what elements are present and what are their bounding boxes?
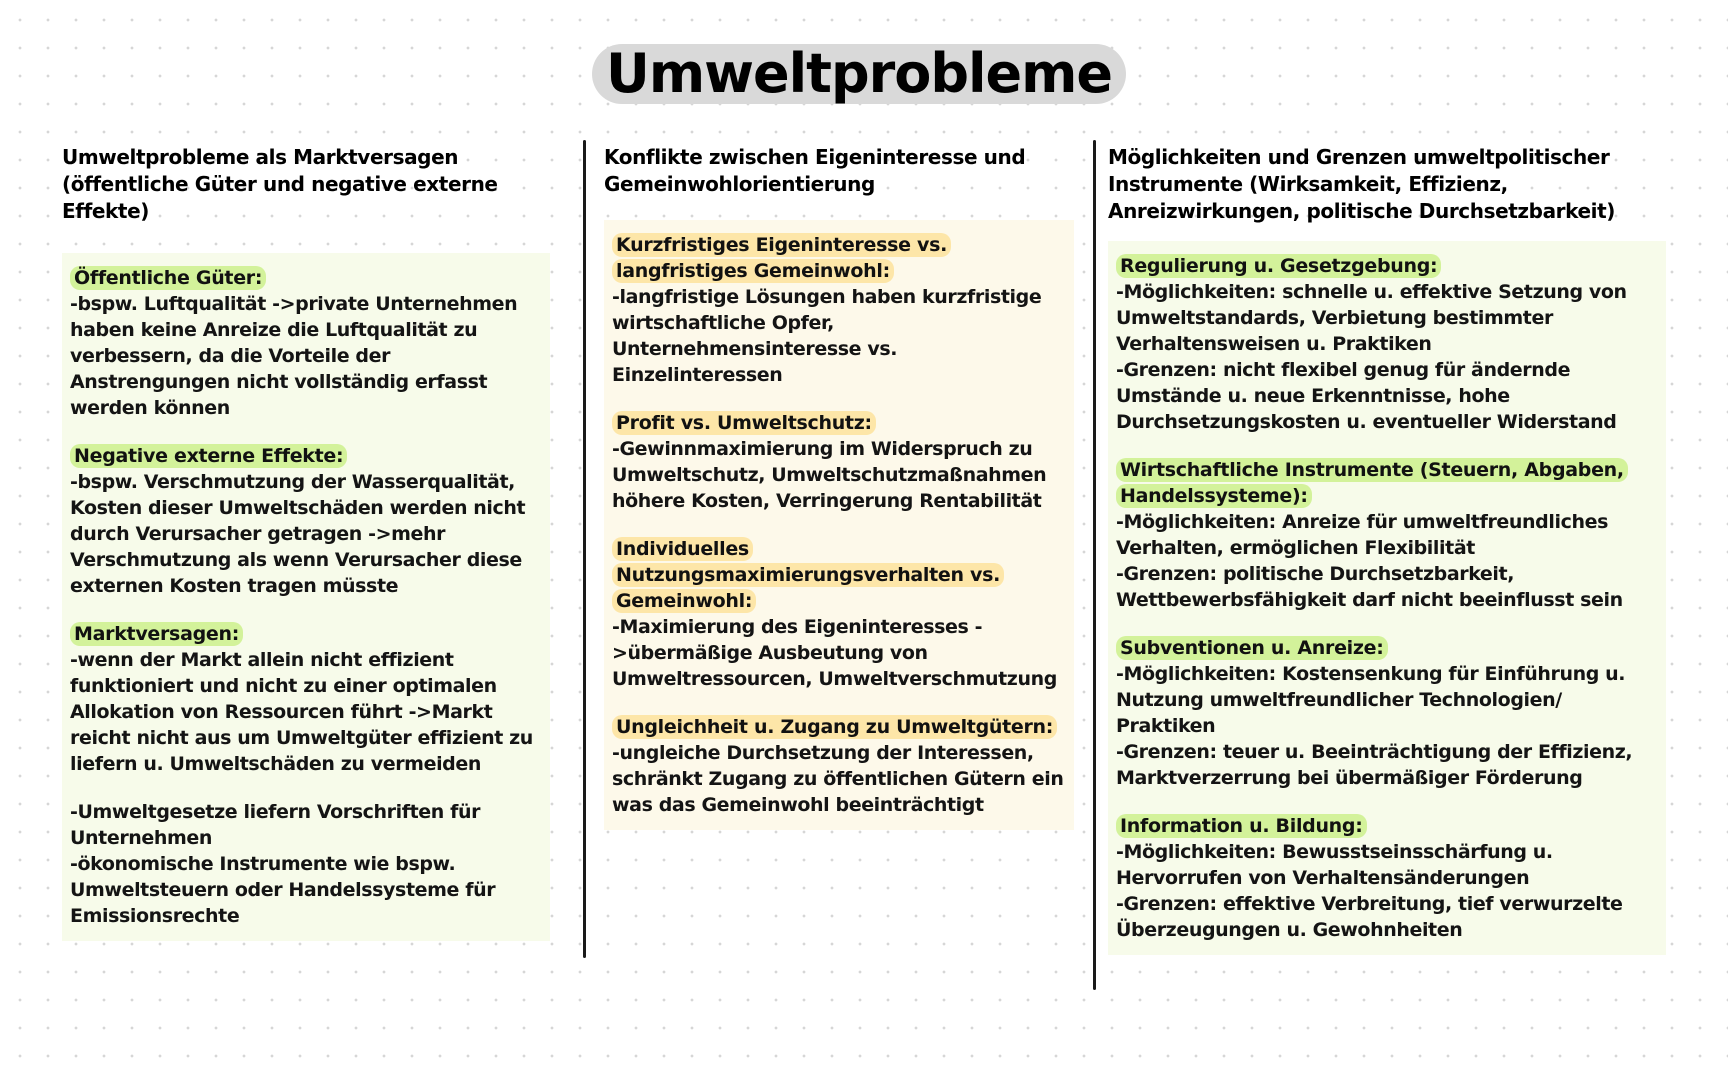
note-section: [1116, 253, 1658, 435]
note-section: [612, 536, 1066, 692]
section-body: -Maximierung des Eigeninteresses ->übermäßige Ausbeutung von Umweltressourcen, Umweltverschmutzung: [612, 616, 1057, 690]
section-title: Subventionen u. Anreize:: [1116, 636, 1388, 660]
section-body: -Möglichkeiten: Anreize für umweltfreundliches Verhalten, ermöglichen Flexibilität -Grenzen: politische Durchsetzbarkeit, Wettbewerbsfähigkeit darf nicht beeinflusst sein: [1116, 511, 1623, 611]
column-market-failure: [62, 144, 552, 941]
column-divider-left: [583, 140, 586, 958]
section-body: -Möglichkeiten: Bewusstseinsschärfung u. Hervorrufen von Verhaltensänderungen -Grenzen: effektive Verbreitung, tief verwurzelte Überzeugungen u. Gewohnheiten: [1116, 841, 1623, 941]
column-heading: Konflikte zwischen Eigeninteresse und Gemeinwohlorientierung: [604, 145, 1026, 196]
section-body: -bspw. Luftqualität ->private Unternehmen haben keine Anreize die Luftqualität zu verbessern, da die Vorteile der Anstrengungen nicht vollständig erfasst werden können: [70, 293, 518, 419]
section-title: Wirtschaftliche Instrumente (Steuern, Abgaben, Handelssysteme):: [1116, 458, 1628, 508]
section-title: Negative externe Effekte:: [70, 444, 347, 468]
section-title: Regulierung u. Gesetzgebung:: [1116, 254, 1441, 278]
note-section: [70, 443, 542, 599]
notes-card: [604, 220, 1074, 830]
section-body: -Umweltgesetze liefern Vorschriften für Unternehmen -ökonomische Instrumente wie bspw. Umweltsteuern oder Handelssysteme für Emissionsrechte: [70, 801, 496, 927]
column-conflicts: [604, 144, 1076, 830]
notes-card: [1108, 241, 1666, 955]
section-title: Information u. Bildung:: [1116, 814, 1367, 838]
note-section: [1116, 813, 1658, 943]
section-body: -Möglichkeiten: Kostensenkung für Einführung u. Nutzung umweltfreundlicher Technologien/ Praktiken -Grenzen: teuer u. Beeinträchtigung der Effizienz, Marktverzerrung bei übermäßiger Förderung: [1116, 663, 1633, 789]
section-body: -langfristige Lösungen haben kurzfristige wirtschaftliche Opfer, Unternehmensinteresse vs. Einzelinteressen: [612, 286, 1042, 386]
column-heading: Möglichkeiten und Grenzen umweltpolitischer Instrumente (Wirksamkeit, Effizienz, Anreizwirkungen, politische Durchsetzbarkeit): [1108, 145, 1616, 223]
section-title: Öffentliche Güter:: [70, 266, 266, 290]
section-title: Ungleichheit u. Zugang zu Umweltgütern:: [612, 715, 1057, 739]
note-section: [612, 410, 1066, 514]
section-body: -bspw. Verschmutzung der Wasserqualität, Kosten dieser Umweltschäden werden nicht durch Verursacher getragen ->mehr Verschmutzung als wenn Verursacher diese externen Kosten tragen müsste: [70, 471, 526, 597]
note-section: [1116, 635, 1658, 791]
note-section: [612, 232, 1066, 388]
column-instruments: [1108, 144, 1668, 955]
column-divider-right: [1093, 140, 1096, 990]
section-body: -Möglichkeiten: schnelle u. effektive Setzung von Umweltstandards, Verbietung bestimmter Verhaltensweisen u. Praktiken -Grenzen: nicht flexibel genug für ändernde Umstände u. neue Erkenntnisse, hohe Durchsetzungskosten u. eventueller Widerstand: [1116, 281, 1627, 433]
section-title: Profit vs. Umweltschutz:: [612, 411, 876, 435]
notes-card: [62, 253, 550, 941]
note-section: [70, 621, 542, 777]
section-title: Individuelles Nutzungsmaximierungsverhalten vs. Gemeinwohl:: [612, 537, 1004, 613]
section-body: -wenn der Markt allein nicht effizient funktioniert und nicht zu einer optimalen Allokation von Ressourcen führt ->Markt reicht nicht aus um Umweltgüter effizient zu liefern u. Umweltschäden zu vermeiden: [70, 649, 533, 775]
column-heading: Umweltprobleme als Marktversagen (öffentliche Güter und negative externe Effekte): [62, 145, 498, 223]
section-title: Marktversagen:: [70, 622, 243, 646]
section-body: -ungleiche Durchsetzung der Interessen, schränkt Zugang zu öffentlichen Gütern ein was das Gemeinwohl beeinträchtigt: [612, 742, 1064, 816]
note-section: [70, 799, 542, 929]
note-section: [70, 265, 542, 421]
section-title: Kurzfristiges Eigeninteresse vs. langfristiges Gemeinwohl:: [612, 233, 951, 283]
note-section: [1116, 457, 1658, 613]
note-section: [612, 714, 1066, 818]
page-title: Umweltprobleme: [592, 44, 1126, 104]
section-body: -Gewinnmaximierung im Widerspruch zu Umweltschutz, Umweltschutzmaßnahmen höhere Kosten, Verringerung Rentabilität: [612, 438, 1047, 512]
